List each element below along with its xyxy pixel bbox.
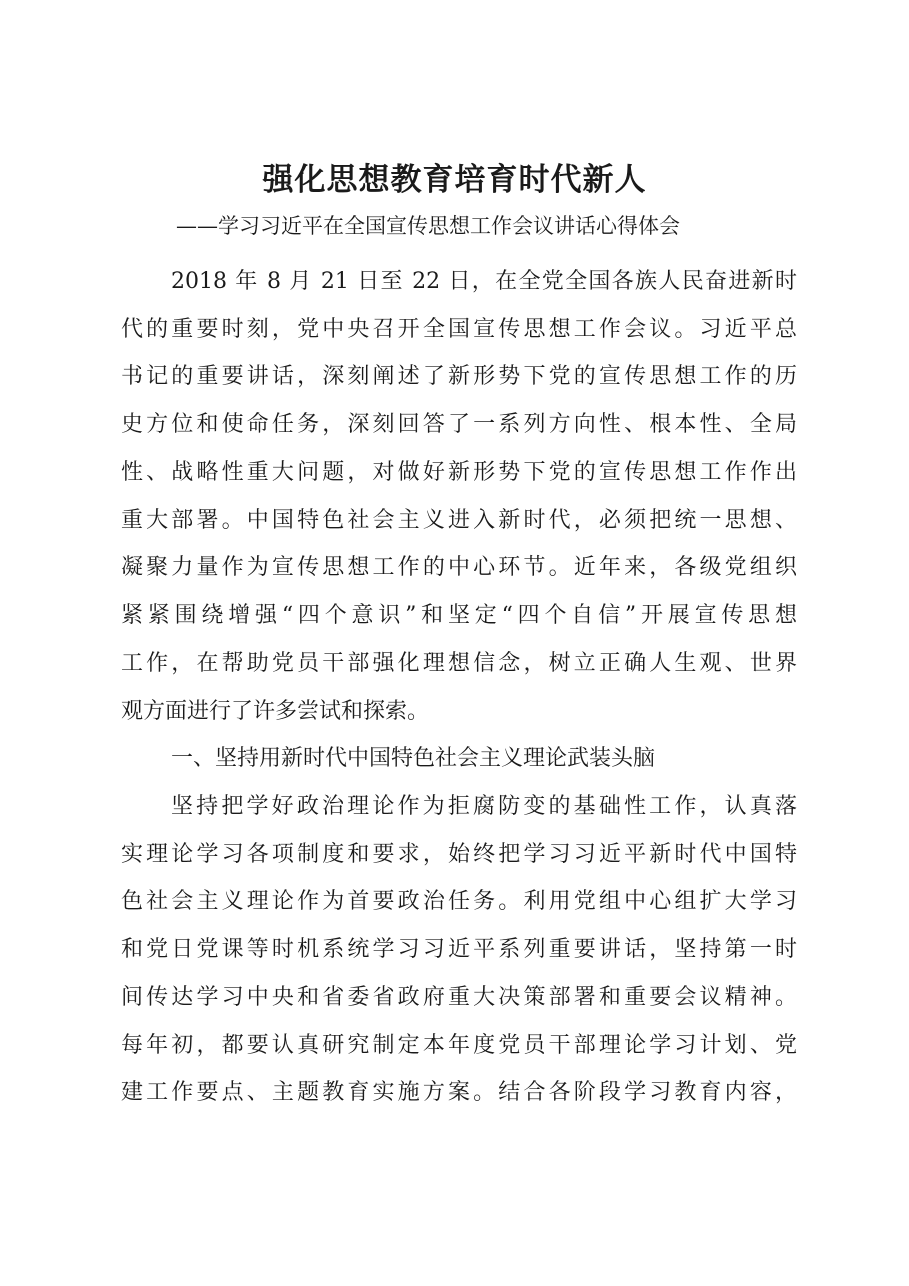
body-line: 2018 年 8 月 21 日至 22 日，在全党全国各族人民奋进新时 (171, 269, 797, 294)
document-subtitle: ——学习习近平在全国宣传思想工作会议讲话心得体会 (176, 214, 680, 238)
body-line: 建工作要点、主题教育实施方案。结合各阶段学习教育内容， (121, 1080, 797, 1105)
body-line: 紧紧围绕增强“四个意识”和坚定“四个自信”开展宣传思想 (121, 603, 797, 628)
body-line: 色社会主义理论作为首要政治任务。利用党组中心组扩大学习 (121, 889, 797, 914)
body-line: 重大部署。中国特色社会主义进入新时代，必须把统一思想、 (121, 508, 797, 533)
body-line: 和党日党课等时机系统学习习近平系列重要讲话，坚持第一时 (121, 937, 797, 962)
body-line: 每年初，都要认真研究制定本年度党员干部理论学习计划、党 (121, 1033, 797, 1058)
body-line: 观方面进行了许多尝试和探索。 (121, 699, 430, 724)
body-line: 坚持把学好政治理论作为拒腐防变的基础性工作，认真落 (171, 794, 797, 819)
body-line: 代的重要时刻，党中央召开全国宣传思想工作会议。习近平总 (121, 317, 797, 342)
section-heading: 一、坚持用新时代中国特色社会主义理论武装头脑 (171, 746, 656, 771)
body-line: 史方位和使命任务，深刻回答了一系列方向性、根本性、全局 (121, 412, 797, 437)
body-line: 书记的重要讲话，深刻阐述了新形势下党的宣传思想工作的历 (121, 364, 797, 389)
body-line: 凝聚力量作为宣传思想工作的中心环节。近年来，各级党组织 (121, 555, 797, 580)
body-line: 间传达学习中央和省委省政府重大决策部署和重要会议精神。 (121, 985, 797, 1010)
body-line: 实理论学习各项制度和要求，始终把学习习近平新时代中国特 (121, 842, 797, 867)
document-title: 强化思想教育培育时代新人 (262, 162, 647, 198)
body-line: 工作，在帮助党员干部强化理想信念，树立正确人生观、世界 (121, 651, 797, 676)
body-line: 性、战略性重大问题，对做好新形势下党的宣传思想工作作出 (121, 460, 797, 485)
